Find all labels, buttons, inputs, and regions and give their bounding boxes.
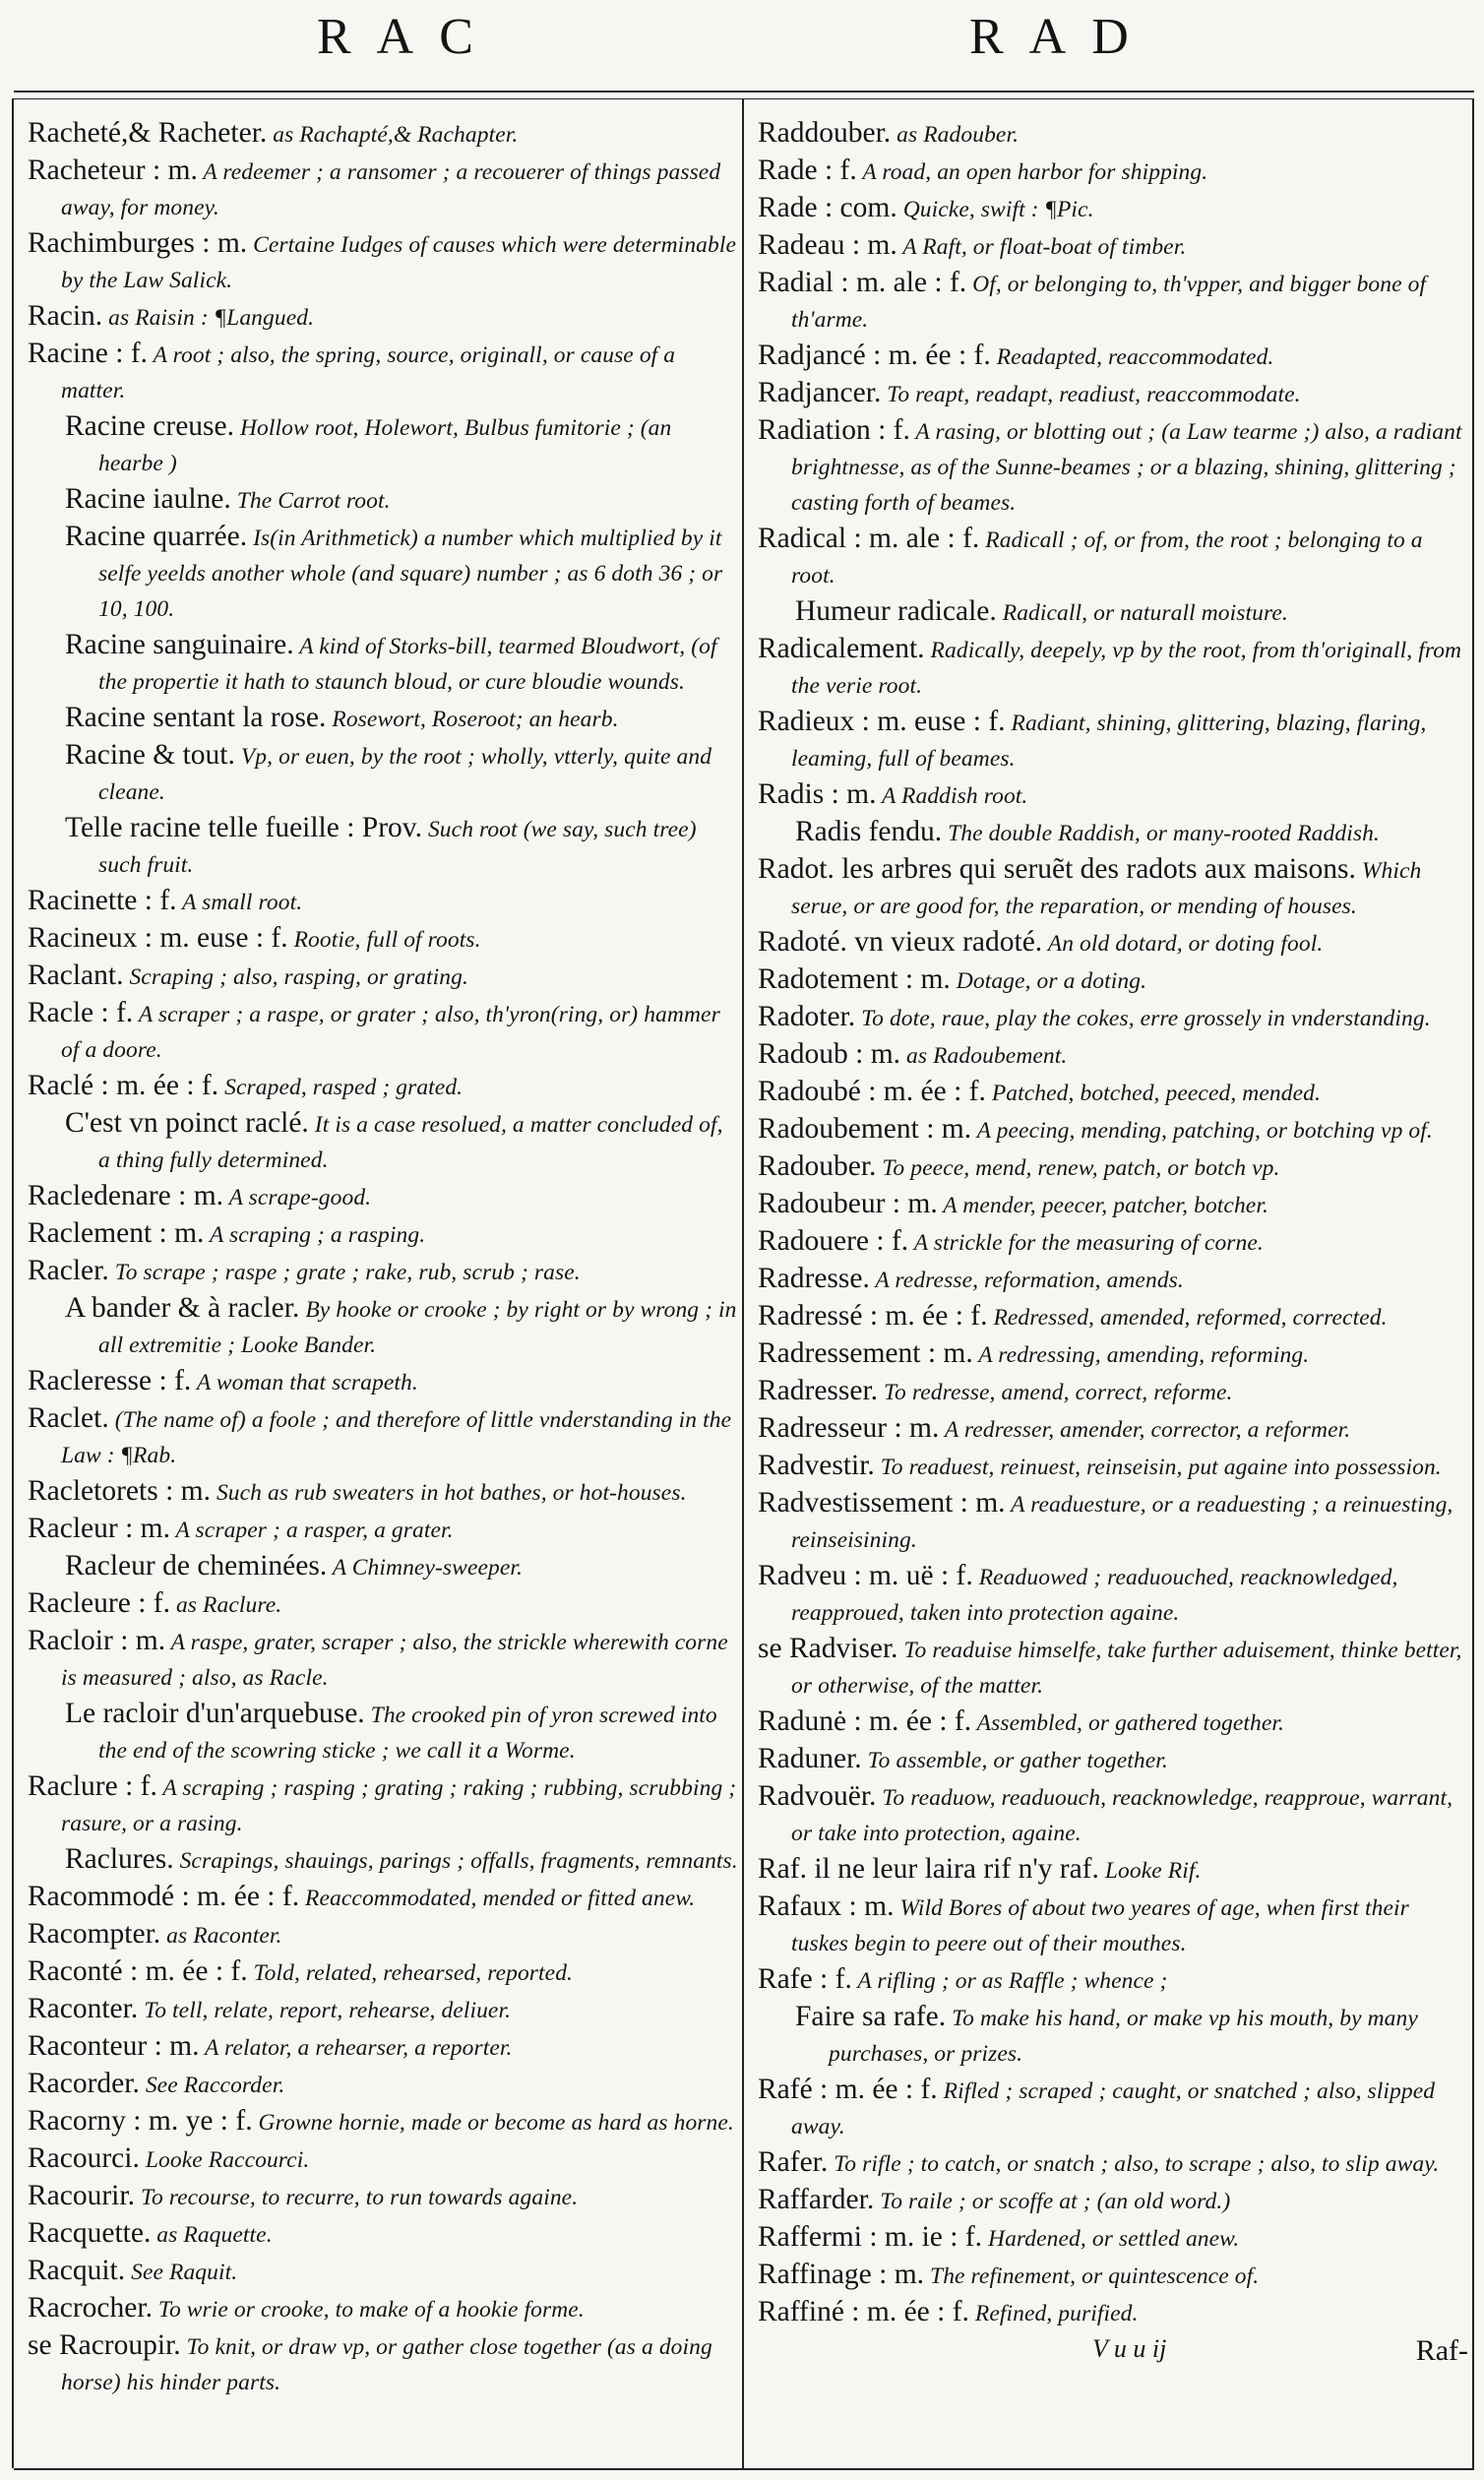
dictionary-entry [28,1992,738,2027]
translation: By hooke or crooke ; by right or by wrong ; in all extremitie ; Looke Bander. [98,1297,737,1358]
translation: Hollow root, Holewort, Bulbus fumitorie ; (an hearbe ) [98,415,672,476]
dictionary-entry [758,777,1468,813]
dictionary-entry [758,1299,1468,1334]
headword: Racler. [28,1255,109,1286]
dictionary-entry [28,2141,738,2177]
headword: Le racloir d'un'arquebuse. [65,1698,365,1729]
translation: Such as rub sweaters in hot bathes, or hot-houses. [210,1480,687,1506]
translation: To scrape ; raspe ; grate ; rake, rub, scrub ; rase. [108,1260,581,1285]
dictionary-entry [758,1262,1468,1297]
headword: se Racroupir. [28,2329,181,2361]
translation: To reapt, readapt, readiust, reaccommodate. [881,382,1301,407]
dictionary-entry [758,339,1468,374]
translation: A readuesture, or a readuesting ; a reinuesting, reinseisining. [791,1492,1453,1553]
headword: Racletorets : m. [28,1475,211,1507]
dictionary-entry [28,1512,738,1547]
headword: Raffinage : m. [758,2259,925,2290]
translation: To wrie or crooke, to make of a hookie forme. [152,2297,585,2323]
headword: Faire sa rafe. [795,2001,947,2032]
translation: Refined, purified. [968,2301,1139,2326]
headword: Humeur radicale. [795,595,997,627]
dictionary-entry [758,1449,1468,1484]
headword: Radressement : m. [758,1337,973,1369]
headword: Rafe : f. [758,1963,852,1995]
headword: Radicalement. [758,633,925,664]
headword: Raclé : m. ée : f. [28,1070,219,1101]
dictionary-entry [758,413,1468,520]
headword: Radical : m. ale : f. [758,523,980,554]
translation: It is a case resolued, a matter concluded of, a thing fully determined. [98,1112,723,1173]
dictionary-entry [758,1705,1468,1740]
translation: Radicall ; of, or from, the root ; belonging to a root. [791,527,1423,589]
translation: The refinement, or quintescence of. [924,2263,1260,2289]
headword: Radjancer. [758,377,882,408]
dictionary-entry [758,191,1468,226]
headword: Racrocher. [28,2292,153,2324]
headword: Racleur : m. [28,1513,170,1544]
headword: Racine sanguinaire. [65,629,294,660]
dictionary-entry [28,921,738,957]
headword: Radoubement : m. [758,1113,972,1145]
dictionary-entry [28,299,738,335]
right-column [758,116,1468,2463]
catchword: Raf- [1415,2334,1468,2367]
translation: Rootie, full of roots. [287,927,481,953]
translation: A root ; also, the spring, source, originall, or cause of a matter. [61,342,676,403]
headword: Radvouër. [758,1780,877,1812]
dictionary-entry [28,2328,738,2399]
dictionary-entry [758,1037,1468,1073]
dictionary-entry [28,2216,738,2252]
top-rule-thin [14,98,1474,99]
translation: Vp, or euen, by the root ; wholly, vtterly, quite and cleane. [98,744,712,805]
translation: The Carrot root. [230,488,391,514]
sub-entry [28,409,738,480]
translation: Patched, botched, peeced, mended. [985,1081,1321,1106]
translation: Radically, deepely, vp by the root, from th'originall, from the verie root. [791,638,1462,699]
translation: To redresse, amend, correct, reforme. [878,1380,1233,1405]
headword: Racinette : f. [28,885,177,916]
headword: Rachimburges : m. [28,227,248,259]
headword: Radeau : m. [758,229,897,261]
translation: A scraper ; a raspe, or grater ; also, th'yron(ring, or) hammer of a doore. [61,1002,720,1063]
dictionary-entry [758,2220,1468,2256]
translation: To peece, mend, renew, patch, or botch vp. [876,1155,1280,1181]
headword: Racin. [28,300,103,332]
sub-entry [28,738,738,809]
headword: Radoter. [758,1001,856,1032]
headword: Radressé : m. ée : f. [758,1300,988,1332]
translation: A road, an open harbor for shipping. [856,159,1208,185]
dictionary-entry [28,2067,738,2102]
headword: Radiation : f. [758,414,910,446]
dictionary-entry [758,1149,1468,1185]
column-divider [742,98,744,2468]
headword: Raclement : m. [28,1217,205,1249]
dictionary-entry [758,1000,1468,1035]
headword: Radouber. [758,1150,877,1182]
headword: Rafaux : m. [758,1891,895,1922]
dictionary-entry [28,226,738,297]
dictionary-entry [758,1336,1468,1372]
headword: Radoub : m. [758,1038,901,1070]
headword: Rafer. [758,2146,829,2178]
translation: as Radoubement. [900,1043,1068,1069]
dictionary-entry [758,852,1468,923]
headword: Racheteur : m. [28,155,198,186]
sub-entry [28,1106,738,1177]
translation: A redresser, amender, corrector, a reformer. [939,1417,1351,1443]
dictionary-entry [758,1411,1468,1447]
sub-entry [28,1842,738,1878]
headword: Radis fendu. [795,816,943,847]
headword: Racleresse : f. [28,1365,192,1396]
headword: Rade : com. [758,192,897,223]
headword: Raclant. [28,960,124,991]
sub-entry [28,1697,738,1767]
translation: To tell, relate, report, rehearse, deliuer. [138,1998,512,2023]
translation: Readapted, reaccommodated. [990,344,1274,370]
translation: as Raclure. [169,1592,282,1618]
sub-entry [758,2000,1468,2071]
headword: Radjancé : m. ée : f. [758,340,991,371]
dictionary-entry [758,116,1468,152]
translation: Rifled ; scraped ; caught, or snatched ; also, slipped away. [791,2078,1436,2139]
headword: Racheté,& Racheter. [28,117,268,149]
translation: Dotage, or a doting. [950,968,1147,994]
translation: Readuowed ; readuouched, reacknowledged, reapproued, taken into protection againe. [791,1565,1398,1626]
dictionary-entry [28,1254,738,1289]
sub-entry [28,482,738,518]
headword: Racle : f. [28,997,134,1028]
dictionary-entry [28,1401,738,1472]
translation: A scraping ; rasping ; grating ; raking ; rubbing, scrubbing ; rasure, or a rasing. [61,1775,737,1836]
translation: Reaccommodated, mended or fitted anew. [299,1886,696,1911]
translation: A Chimney-sweeper. [327,1555,523,1581]
translation: Such root (we say, such tree) such fruit. [98,817,697,878]
headword: Rade : f. [758,155,857,186]
translation: Looke Raccourci. [139,2147,310,2173]
headword: Racine & tout. [65,739,235,771]
headword: Radvestissement : m. [758,1487,1006,1519]
dictionary-entry [758,1075,1468,1110]
dictionary-entry [758,962,1468,998]
signature-mark: V u u ij [1092,2334,1167,2363]
page-footer [758,2334,1468,2367]
dictionary-entry [28,1769,738,1840]
dictionary-entry [28,1179,738,1214]
translation: (The name of) a foole ; and therefore of little vnderstanding in the Law : ¶Rab. [61,1407,732,1468]
translation: To recourse, to recurre, to run towards againe. [134,2185,579,2210]
headword: Raffiné : m. ée : f. [758,2296,969,2327]
translation: as Raquette. [151,2222,273,2248]
translation: Told, related, rehearsed, reported. [247,1960,574,1986]
dictionary-entry [758,925,1468,961]
dictionary-entry [28,1216,738,1252]
sub-entry [28,628,738,699]
dictionary-entry [758,522,1468,592]
headword: Radoubeur : m. [758,1188,938,1219]
dictionary-entry [758,1374,1468,1409]
dictionary-entry [28,1954,738,1990]
headword: Radouere : f. [758,1225,909,1257]
translation: To assemble, or gather together. [861,1748,1168,1773]
translation: To knit, or draw vp, or gather close together (as a doing horse) his hinder parts. [61,2334,712,2395]
sub-entry [758,594,1468,630]
translation: An old dotard, or doting fool. [1042,931,1324,957]
dictionary-entry [758,1742,1468,1777]
translation: A redresse, reformation, amends. [869,1268,1184,1293]
translation: Looke Rif. [1098,1858,1202,1884]
translation: A redeemer ; a ransomer ; a recouerer of things passed away, for money. [61,159,721,220]
headword: Racine sentant la rose. [65,702,327,733]
dictionary-entry [758,228,1468,264]
translation: Assembled, or gathered together. [971,1710,1284,1736]
translation: To rifle ; to catch, or snatch ; also, to scrape ; also, to slip away. [828,2151,1440,2177]
dictionary-entry [758,2258,1468,2293]
translation: A peecing, mending, patching, or botching vp of. [971,1118,1433,1144]
headword: Racine iaulne. [65,483,231,515]
sub-entry [28,701,738,736]
headword: Raclet. [28,1402,109,1434]
headword: A bander & à racler. [65,1292,300,1324]
headword: Raconté : m. ée : f. [28,1955,248,1987]
headword: Racleur de cheminées. [65,1550,328,1581]
dictionary-entry [758,1187,1468,1222]
right-border-rule [1472,98,1474,2468]
sub-entry [28,811,738,882]
translation: A Raddish root. [876,783,1028,809]
dictionary-entry [28,2104,738,2139]
translation: Scrapings, shauings, parings ; offalls, fragments, remnants. [173,1848,738,1874]
translation: See Raquit. [125,2260,238,2285]
dictionary-entry [28,116,738,152]
translation: Hardened, or settled anew. [982,2226,1240,2252]
headword: Raclure : f. [28,1770,157,1802]
translation: Scraping ; also, rasping, or grating. [123,964,468,990]
translation: Scraped, rasped ; grated. [218,1075,464,1100]
headword: Telle racine telle fueille : Prov. [65,812,422,843]
dictionary-entry [758,266,1468,337]
sub-entry [28,1549,738,1584]
headword: Rafé : m. ée : f. [758,2074,938,2105]
headword: Racquit. [28,2255,126,2286]
headword: Radunė : m. ée : f. [758,1705,972,1737]
translation: See Raccorder. [139,2073,285,2098]
headword: Racine : f. [28,338,149,369]
translation: Redressed, amended, reformed, corrected. [987,1305,1388,1331]
headword: Raffermi : m. ie : f. [758,2221,983,2253]
headword: Radoubé : m. ée : f. [758,1076,986,1107]
headword: Racledenare : m. [28,1180,224,1211]
headword: Radotement : m. [758,963,951,995]
translation: as Rachapté,& Rachapter. [267,122,519,148]
left-border-rule [12,98,14,2468]
dictionary-entry [28,1624,738,1695]
headword: Racorny : m. ye : f. [28,2105,253,2137]
translation: A relator, a rehearser, a reporter. [199,2035,513,2061]
headword: Raf. il ne leur laira rif n'y raf. [758,1853,1099,1885]
top-rule [14,91,1474,93]
dictionary-entry [28,337,738,407]
headword: Racine creuse. [65,410,234,442]
headword: Racourci. [28,2142,140,2174]
headword: Radieux : m. euse : f. [758,706,1006,737]
dictionary-entry [758,1852,1468,1888]
translation: To raile ; or scoffe at ; (an old word.) [874,2189,1231,2214]
dictionary-entry [28,959,738,994]
translation: A woman that scrapeth. [191,1370,418,1395]
dictionary-entry [758,705,1468,775]
dictionary-entry [28,154,738,224]
dictionary-entry [28,2291,738,2326]
headword: Racineux : m. euse : f. [28,922,288,954]
dictionary-entry [758,2073,1468,2143]
dictionary-entry [28,1364,738,1399]
translation: as Raisin : ¶Langued. [102,305,315,331]
translation: To make his hand, or make vp his mouth, by many purchases, or prizes. [829,2006,1418,2067]
left-column [28,116,738,2463]
dictionary-entry [28,1880,738,1915]
translation: Certaine Iudges of causes which were determinable by the Law Salick. [61,232,737,293]
translation: as Raconter. [160,1923,282,1949]
headword: Racquette. [28,2217,152,2249]
dictionary-entry [758,1224,1468,1260]
headword: Racorder. [28,2068,140,2099]
dictionary-entry [758,1112,1468,1147]
sub-entry [758,815,1468,850]
dictionary-entry [28,2254,738,2289]
headword: Radis : m. [758,778,877,810]
translation: A redressing, amending, reforming. [972,1342,1310,1368]
headword: Racompter. [28,1918,161,1950]
sub-entry [28,1291,738,1362]
dictionary-entry [758,2145,1468,2181]
translation: Radiant, shining, glittering, blazing, flaring, leaming, full of beames. [791,711,1427,772]
dictionary-entry [28,1069,738,1104]
translation: A rasing, or blotting out ; (a Law tearme ;) also, a radiant brightnesse, as of the Sunne-beames ; or a blazing, shining, glittering ; casting forth of beames. [791,419,1462,516]
translation: Which serue, or are good for, the reparation, or mending of houses. [791,858,1422,919]
headword: Raduner. [758,1743,862,1774]
headword: Racourir. [28,2180,135,2211]
dictionary-entry [28,1917,738,1953]
headword: Radot. les arbres qui seruẽt des radots aux maisons. [758,853,1356,885]
dictionary-entry [758,2183,1468,2218]
translation: To readuow, readuouch, reacknowledge, reapproue, warrant, or take into protection, againe. [791,1785,1453,1846]
headword: Radial : m. ale : f. [758,267,967,298]
dictionary-entry [758,1779,1468,1850]
translation: Wild Bores of about two yeares of age, when first their tuskes begin to peere out of their mouthes. [791,1895,1409,1956]
headword: Radresser. [758,1375,879,1406]
translation: To readuise himselfe, take further aduisement, thinke better, or otherwise, of the matter. [791,1638,1462,1699]
dictionary-entry [758,2295,1468,2330]
translation: Radicall, or naturall moisture. [996,600,1288,626]
headword: Racleure : f. [28,1587,170,1619]
dictionary-entry [758,1632,1468,1703]
bottom-rule [14,2468,1474,2470]
dictionary-entry [758,154,1468,189]
translation: A scraper ; a rasper, a grater. [170,1518,454,1543]
dictionary-entry [28,1586,738,1622]
translation: To readuest, reinuest, reinseisin, put againe into possession. [874,1455,1442,1480]
headword: Raffarder. [758,2184,875,2215]
translation: A scrape-good. [223,1185,372,1210]
translation: A rifling ; or as Raffle ; whence ; [851,1968,1168,1994]
headword: C'est vn poinct raclé. [65,1107,309,1139]
headword: Racloir : m. [28,1625,166,1656]
translation: Of, or belonging to, th'vpper, and bigger bone of th'arme. [791,272,1427,333]
headword: Radresse. [758,1263,870,1294]
translation: A kind of Storks-bill, tearmed Bloudwort, (of the propertie it hath to staunch bloud, or cure bloudie wounds. [98,634,717,695]
dictionary-entry [28,2029,738,2065]
translation: Growne hornie, made or become as hard as horne. [252,2110,734,2136]
headword: Raclures. [65,1843,174,1875]
translation: as Radouber. [891,122,1020,148]
dictionary-entry [758,376,1468,411]
dictionary-entry [758,1486,1468,1557]
translation: To dote, raue, play the cokes, erre grossely in vnderstanding. [855,1006,1431,1031]
translation: Is(in Arithmetick) a number which multiplied by it selfe yeelds another whole (and square) number ; as 6 doth 36 ; or 10, 100. [98,526,723,622]
dictionary-entry [758,632,1468,703]
headword: Radresseur : m. [758,1412,940,1444]
translation: Quicke, swift : ¶Pic. [897,197,1094,222]
page-header [0,6,1484,85]
sub-entry [28,520,738,626]
running-head-left: RAC [317,9,499,65]
dictionary-entry [28,884,738,919]
translation: A Raft, or float-boat of timber. [897,234,1187,260]
translation: A strickle for the measuring of corne. [908,1230,1264,1256]
headword: Radoté. vn vieux radoté. [758,926,1043,958]
translation: The double Raddish, or many-rooted Raddish. [942,821,1380,846]
dictionary-entry [758,1890,1468,1960]
headword: se Radviser. [758,1633,898,1664]
headword: Raconter. [28,1993,139,2024]
translation: A mender, peecer, patcher, botcher. [937,1193,1268,1218]
dictionary-entry [758,1559,1468,1630]
headword: Radvestir. [758,1450,875,1481]
headword: Radveu : m. uë : f. [758,1560,973,1591]
headword: Racommodé : m. ée : f. [28,1881,300,1912]
dictionary-entry [28,1474,738,1510]
headword: Raconteur : m. [28,2030,200,2062]
headword: Racine quarrée. [65,521,248,552]
dictionary-entry [28,996,738,1067]
translation: A scraping ; a rasping. [204,1222,426,1248]
translation: The crooked pin of yron screwed into the end of the scowring sticke ; we call it a Worme. [98,1703,717,1764]
running-head-right: RAD [969,9,1154,65]
headword: Raddouber. [758,117,892,149]
translation: A raspe, grater, scraper ; also, the strickle wherewith corne is measured ; also, as Racle. [61,1630,728,1691]
translation: A small root. [176,890,303,915]
dictionary-entry [28,2179,738,2214]
dictionary-entry [758,1962,1468,1998]
translation: Rosewort, Roseroot; an hearb. [326,707,619,732]
